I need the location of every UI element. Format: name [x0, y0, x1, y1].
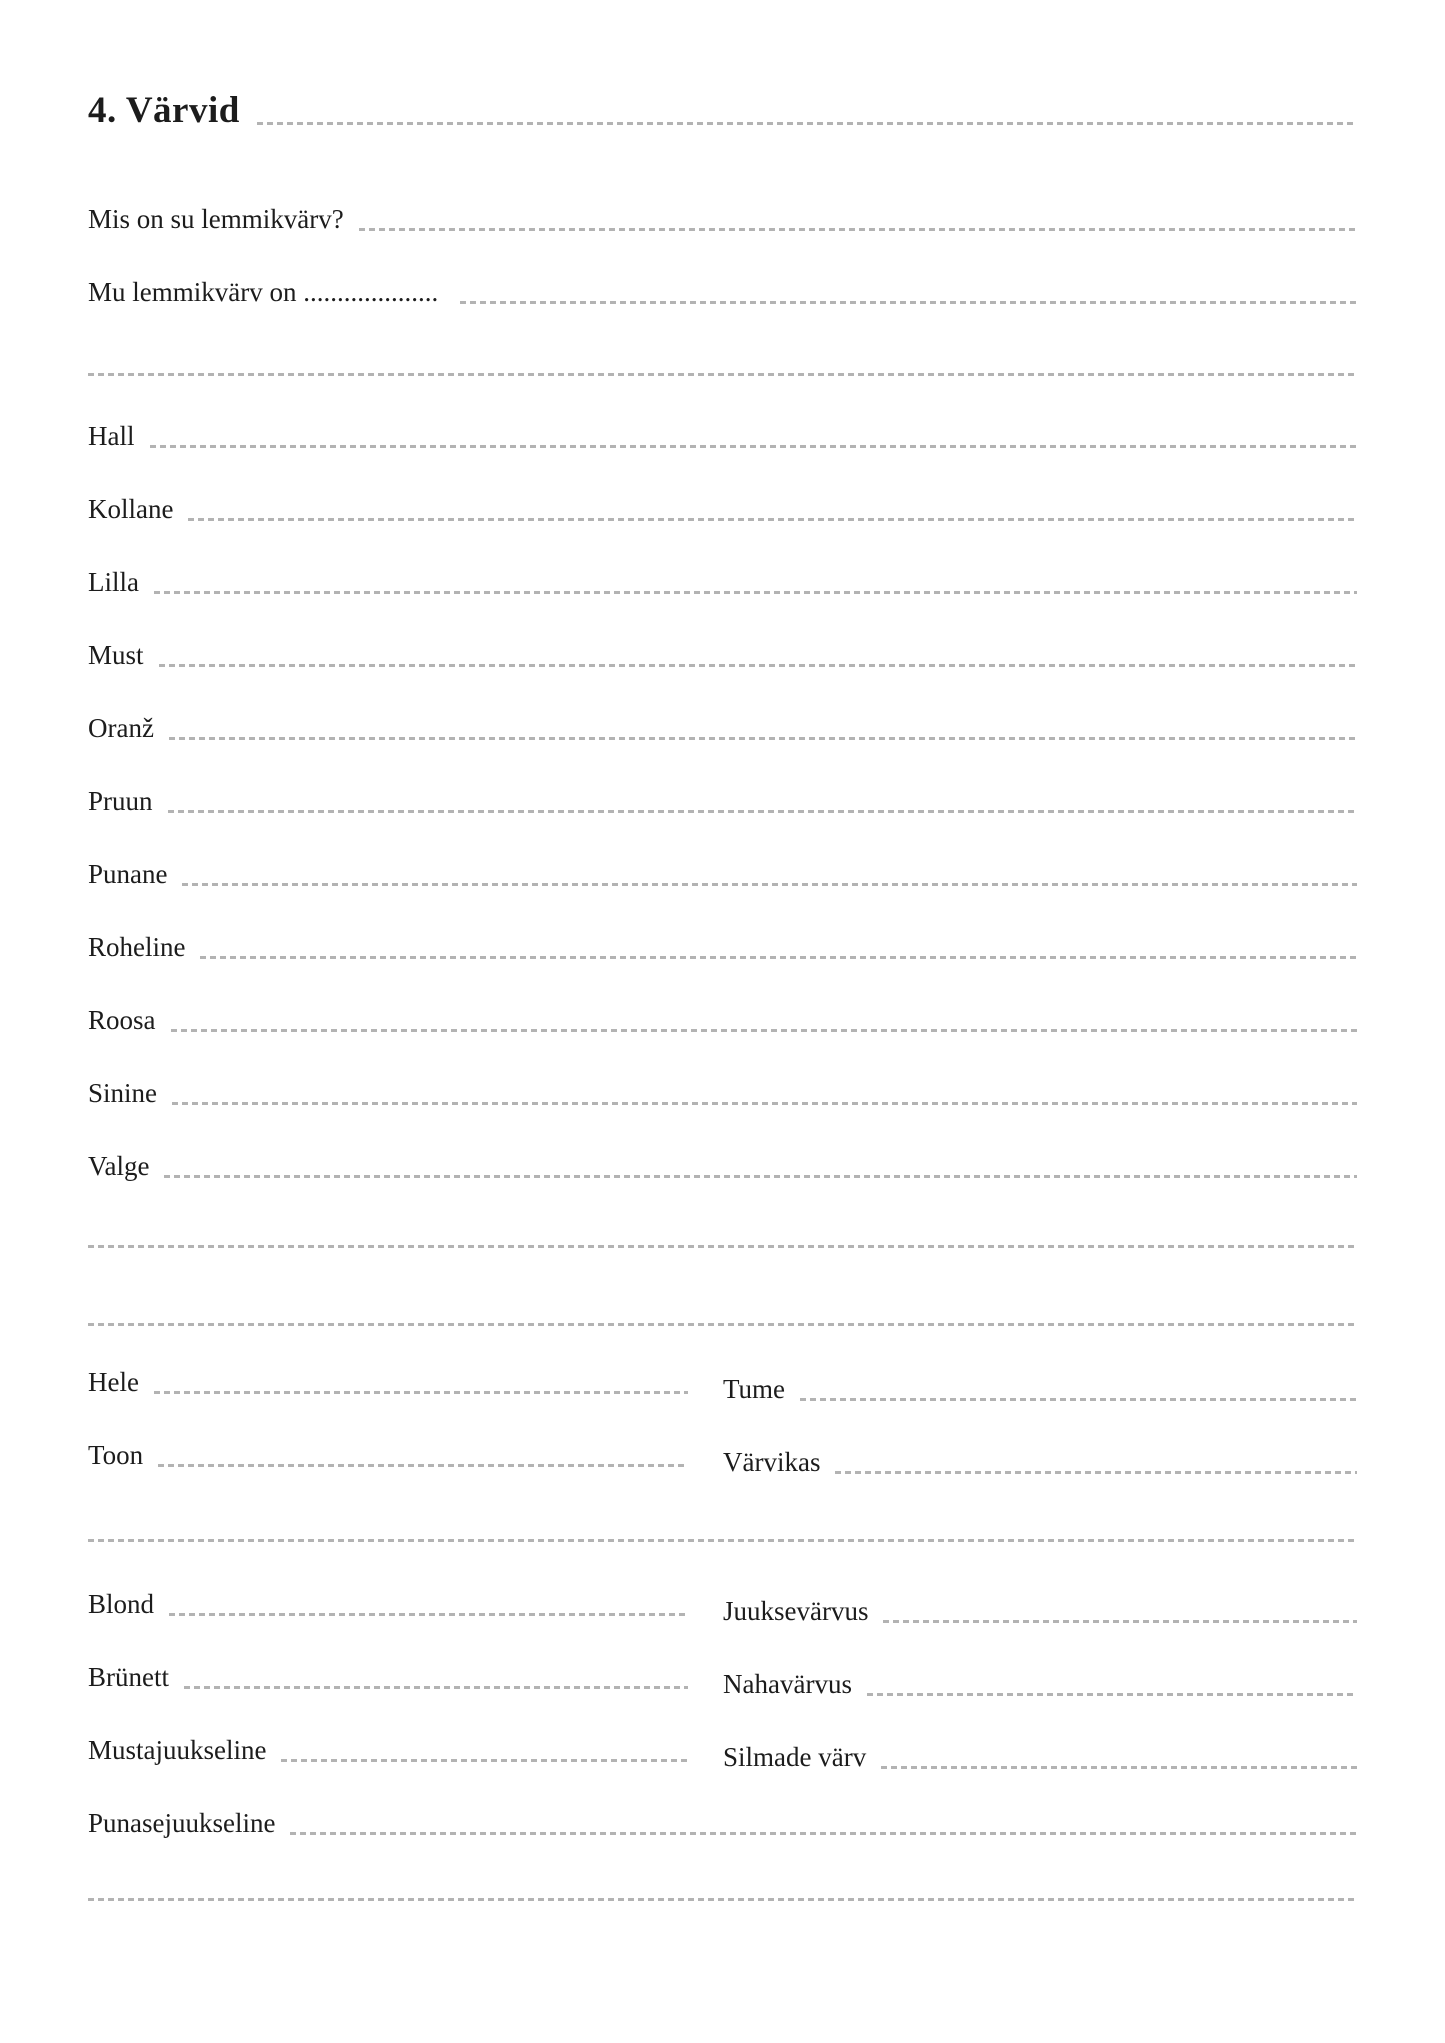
- appearance-label: Nahavärvus: [723, 1669, 852, 1699]
- tone-label: Hele: [88, 1367, 139, 1397]
- tone-row: [88, 1326, 688, 1399]
- tones-section: [88, 1326, 1357, 1477]
- appearance-label: Blond: [88, 1589, 155, 1619]
- writing-line: [154, 591, 1357, 594]
- section-divider: [88, 1539, 1357, 1542]
- section-divider: [88, 1245, 1357, 1248]
- writing-line: [867, 1693, 1357, 1696]
- section-divider: [88, 1898, 1357, 1901]
- color-label: Punane: [88, 859, 168, 889]
- title-rule: [257, 122, 1357, 125]
- favorite-color-answer-stem: Mu lemmikvärv on ....................: [88, 277, 439, 307]
- appearance-left-column: [88, 1548, 688, 1767]
- tone-row: [723, 1333, 1357, 1406]
- tone-label: Tume: [723, 1374, 786, 1404]
- color-label: Roosa: [88, 1005, 156, 1035]
- writing-line: [159, 664, 1357, 667]
- appearance-label: Mustajuukseline: [88, 1735, 267, 1765]
- appearance-row: [88, 1694, 688, 1767]
- color-row: [88, 453, 1357, 526]
- writing-line: [182, 883, 1357, 886]
- color-row: [88, 964, 1357, 1037]
- tones-right-column: [723, 1326, 1357, 1477]
- color-label: Lilla: [88, 567, 139, 597]
- color-row: [88, 891, 1357, 964]
- color-label: Must: [88, 640, 144, 670]
- title-row: [88, 79, 1357, 129]
- writing-line: [200, 956, 1357, 959]
- appearance-right-column: [723, 1548, 1357, 1772]
- color-label: Oranž: [88, 713, 154, 743]
- appearance-row: [723, 1701, 1357, 1774]
- tone-label: Värvikas: [723, 1447, 821, 1477]
- tone-row: [723, 1406, 1357, 1479]
- writing-line: [164, 1175, 1357, 1178]
- writing-line: [172, 1102, 1357, 1105]
- favorite-color-question: Mis on su lemmikvärv?: [88, 204, 344, 234]
- writing-line: [154, 1391, 688, 1394]
- writing-line: [171, 1029, 1358, 1032]
- tone-label: Toon: [88, 1440, 144, 1470]
- color-row: [88, 380, 1357, 453]
- color-label: Kollane: [88, 494, 174, 524]
- writing-line: [158, 1464, 688, 1467]
- favorite-color-question-row: [88, 163, 1357, 236]
- appearance-row: [723, 1628, 1357, 1701]
- tone-row: [88, 1399, 688, 1472]
- appearance-label: Juuksevärvus: [723, 1596, 869, 1626]
- color-row: [88, 1037, 1357, 1110]
- color-label: Hall: [88, 421, 135, 451]
- appearance-label: Brünett: [88, 1662, 169, 1692]
- section-divider: [88, 373, 1357, 376]
- writing-line: [281, 1759, 688, 1762]
- writing-line: [290, 1832, 1357, 1835]
- appearance-label: Punasejuukseline: [88, 1808, 276, 1838]
- color-label: Sinine: [88, 1078, 158, 1108]
- writing-line: [150, 445, 1358, 448]
- color-row: [88, 672, 1357, 745]
- color-label: Pruun: [88, 786, 153, 816]
- writing-line: [835, 1471, 1357, 1474]
- writing-line: [800, 1398, 1357, 1401]
- writing-line: [169, 1613, 688, 1616]
- appearance-row: [723, 1555, 1357, 1628]
- favorite-color-answer-row: [88, 236, 1357, 309]
- color-row: [88, 745, 1357, 818]
- writing-line: [168, 810, 1357, 813]
- writing-line: [883, 1620, 1357, 1623]
- tones-left-column: [88, 1326, 688, 1472]
- color-row: [88, 599, 1357, 672]
- appearance-row: [88, 1767, 1357, 1840]
- writing-line: [881, 1766, 1357, 1769]
- color-row: [88, 526, 1357, 599]
- question-writing-line: [359, 228, 1357, 231]
- page-title: 4. Värvid: [88, 90, 240, 131]
- appearance-row: [88, 1621, 688, 1694]
- answer-writing-line: [460, 301, 1357, 304]
- color-label: Valge: [88, 1151, 150, 1181]
- appearance-fullwidth-cell: [88, 1767, 1357, 1840]
- writing-line: [184, 1686, 688, 1689]
- writing-line: [169, 737, 1357, 740]
- color-label: Roheline: [88, 932, 186, 962]
- appearance-row: [88, 1548, 688, 1621]
- appearance-label: Silmade värv: [723, 1742, 867, 1772]
- color-row: [88, 818, 1357, 891]
- color-row: [88, 1110, 1357, 1183]
- appearance-section: [88, 1548, 1357, 1840]
- writing-line: [188, 518, 1357, 521]
- colors-list: [88, 380, 1357, 1183]
